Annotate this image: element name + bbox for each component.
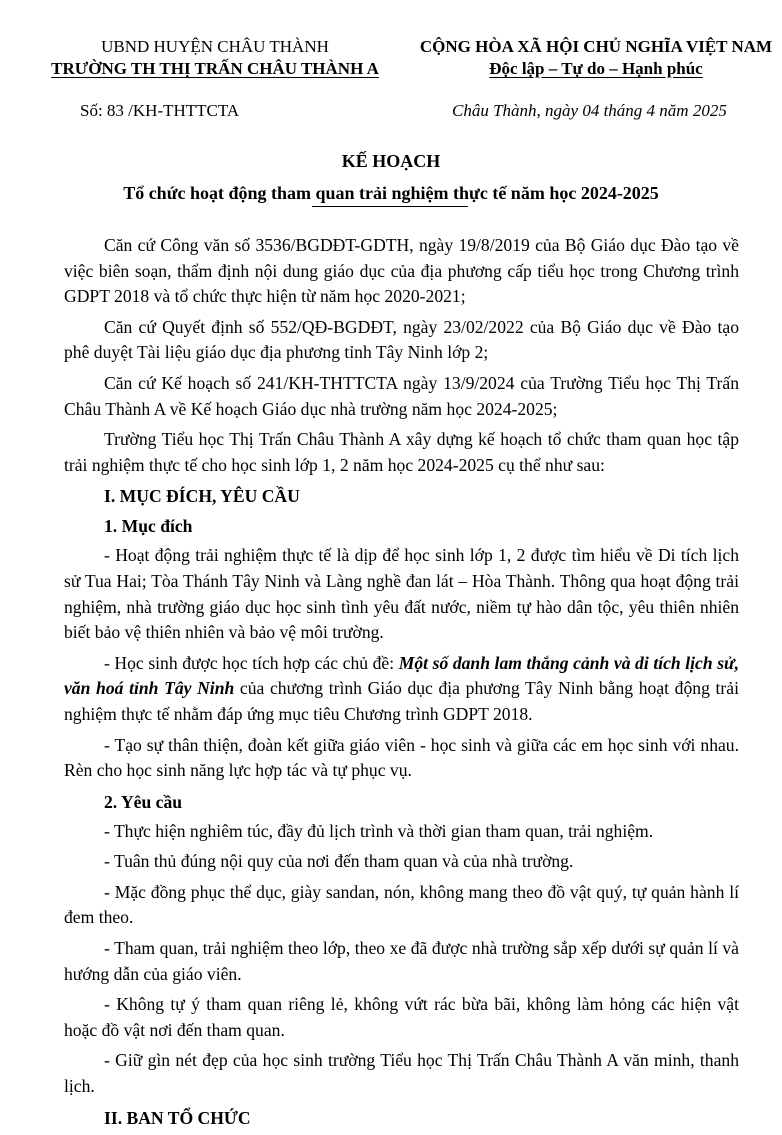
document-number: Số: 83 /KH-THTTCTA xyxy=(80,101,240,120)
national-motto: Độc lập – Tự do – Hạnh phúc xyxy=(489,59,703,78)
purpose-item-2-topic: Một số danh lam thắng cảnh và di tích lịch sử, văn hoá tỉnh Tây Ninh xyxy=(64,652,739,699)
requirement-item-5: - Không tự ý tham quan riêng lẻ, không vứt rác bừa bãi, không làm hỏng các hiện vật hoặc đồ vật nơi đến tham quan. xyxy=(64,994,739,1040)
requirement-item-4: - Tham quan, trải nghiệm theo lớp, theo xe đã được nhà trường sắp xếp dưới sự quản lí và hướng dẫn của giáo viên. xyxy=(64,938,739,984)
document-body xyxy=(64,233,739,1135)
national-title: CỘNG HÒA XÃ HỘI CHỦ NGHĨA VIỆT NAM xyxy=(419,37,773,56)
issuer-district: UBND HUYỆN CHÂU THÀNH xyxy=(101,37,329,56)
requirement-item-2: - Tuân thủ đúng nội quy của nơi đến tham quan và của nhà trường. xyxy=(104,851,574,872)
purpose-item-2-lead: - Học sinh được học tích hợp các chủ đề: xyxy=(104,652,399,673)
place-date: Châu Thành, ngày 04 tháng 4 năm 2025 xyxy=(452,101,727,120)
subsection-heading-purpose: 1. Mục đích xyxy=(104,516,193,537)
section-heading-organizing-committee: II. BAN TỔ CHỨC xyxy=(104,1107,251,1128)
purpose-item-3: - Tạo sự thân thiện, đoàn kết giữa giáo viên - học sinh và giữa các em học sinh với nhau. Rèn cho học sinh năng lực hợp tác và tự phục vụ. xyxy=(64,734,739,781)
purpose-item-2-tail: của chương trình Giáo dục địa phương Tây Ninh bằng hoạt động trải nghiệm thực tế nhằm đáp ứng mục tiêu Chương trình GDPT 2018. xyxy=(64,678,739,724)
basis-paragraph-1: Căn cứ Công văn số 3536/BGDĐT-GDTH, ngày 19/8/2019 của Bộ Giáo dục Đào tạo về việc biên soạn, thẩm định nội dung giáo dục của địa phương cấp tiểu học trong Chương trình GDPT 2018 và tổ chức thực hiện từ năm học 2020-2021; xyxy=(64,235,739,307)
purpose-item-2 xyxy=(64,651,739,728)
section-heading-purpose-requirements: I. MỤC ĐÍCH, YÊU CẦU xyxy=(104,486,300,507)
basis-paragraph-2: Căn cứ Quyết định số 552/QĐ-BGDĐT, ngày 23/02/2022 của Bộ Giáo dục về Đào tạo phê duyệt Tài liệu giáo dục địa phương tỉnh Tây Ninh lớp 2; xyxy=(64,316,739,363)
intro-paragraph: Trường Tiểu học Thị Trấn Châu Thành A xây dựng kế hoạch tổ chức tham quan học tập trải nghiệm thực tế cho học sinh lớp 1, 2 năm học 2024-2025 cụ thể như sau: xyxy=(64,429,739,475)
national-header xyxy=(410,36,782,80)
requirement-item-1: - Thực hiện nghiêm túc, đầy đủ lịch trình và thời gian tham quan, trải nghiệm. xyxy=(104,820,654,841)
document-title: KẾ HOẠCH xyxy=(341,151,441,171)
subtitle-underline xyxy=(312,206,468,207)
requirement-item-3: - Mặc đồng phục thể dục, giày sandan, nón, không mang theo đồ vật quý, tự quản hành lí đem theo. xyxy=(64,881,739,928)
document-subtitle: Tổ chức hoạt động tham quan trải nghiệm thực tế năm học 2024-2025 xyxy=(123,183,659,203)
requirement-item-6: - Giữ gìn nét đẹp của học sinh trường Tiểu học Thị Trấn Châu Thành A văn minh, thanh lịch. xyxy=(64,1050,739,1097)
basis-paragraph-3: Căn cứ Kế hoạch số 241/KH-THTTCTA ngày 13/9/2024 của Trường Tiểu học Thị Trấn Châu Thành A về Kế hoạch Giáo dục nhà trường năm học 2024-2025; xyxy=(64,372,739,419)
subsection-heading-requirements: 2. Yêu cầu xyxy=(104,791,183,812)
issuer-school: TRƯỜNG TH THỊ TRẤN CHÂU THÀNH A xyxy=(51,59,379,78)
issuer-block xyxy=(20,36,410,80)
purpose-item-1: - Hoạt động trải nghiệm thực tế là dịp để học sinh lớp 1, 2 được tìm hiểu về Di tích lịch sử Tua Hai; Tòa Thánh Tây Ninh và Làng nghề đan lát – Hòa Thành. Thông qua hoạt động trải nghiệm, nhà trường giáo dục học sinh tình yêu đất nước, niềm tự hào dân tộc, yêu thiên nhiên biết bảo vệ thiên nhiên và bảo vệ môi trường. xyxy=(64,545,739,643)
